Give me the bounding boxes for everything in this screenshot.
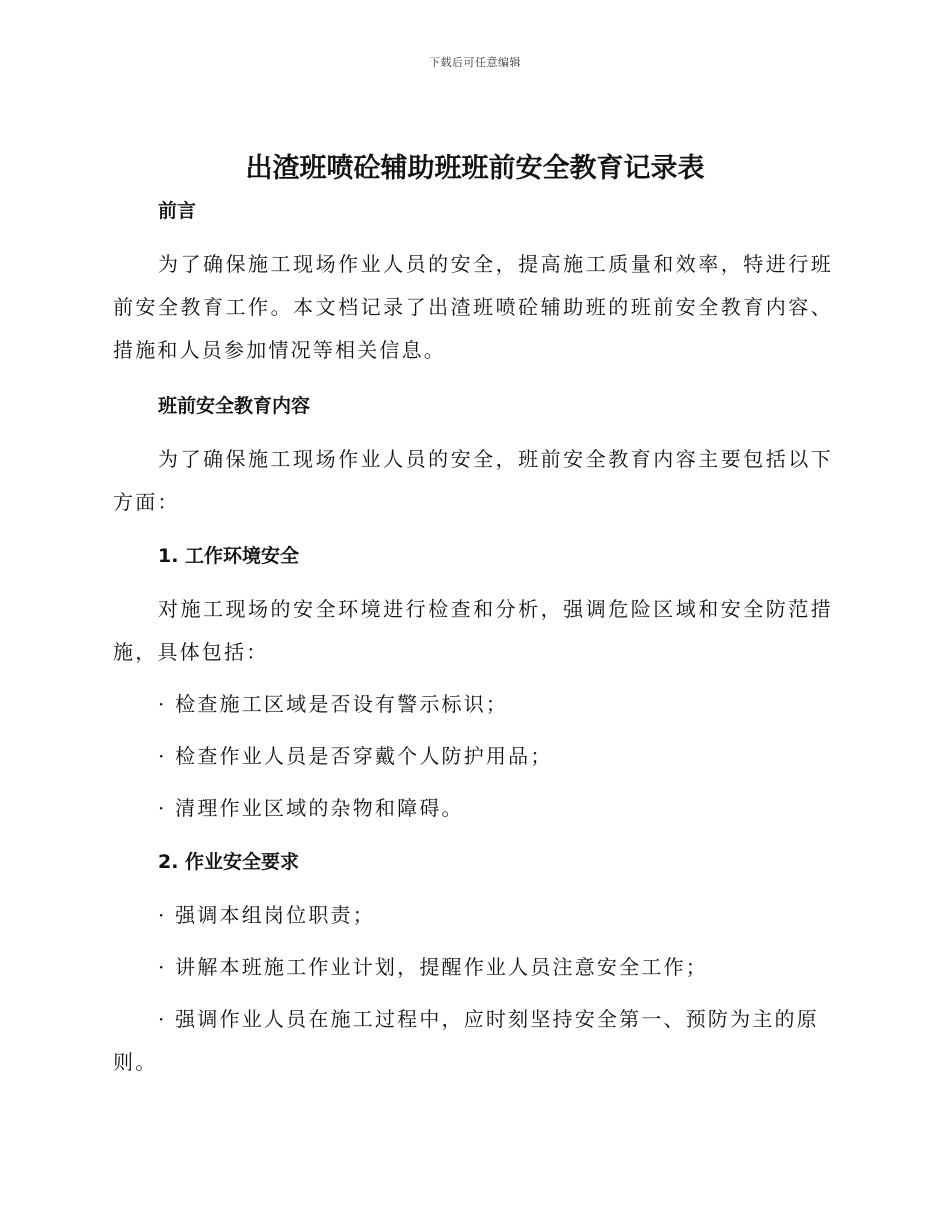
subsection-heading-requirements: 2. 作业安全要求 [158,851,300,873]
preface-heading: 前言 [158,200,197,222]
subsection-environment-intro: 对施工现场的安全环境进行检查和分析，强调危险区域和安全防范措施，具体包括： [113,597,833,664]
bullet-item: · 强调作业人员在施工过程中，应时刻坚持安全第一、预防为主的原则。 [113,1007,819,1074]
document-body [113,193,833,1093]
document-title: 出渣班喷砼辅助班班前安全教育记录表 [245,153,705,184]
bullet-item: · 清理作业区域的杂物和障碍。 [158,796,464,820]
bullet-item: · 强调本组岗位职责； [158,903,375,927]
preface-paragraph: 为了确保施工现场作业人员的安全，提高施工质量和效率，特进行班前安全教育工作。本文档记录了出渣班喷砼辅助班的班前安全教育内容、措施和人员参加情况等相关信息。 [113,252,833,362]
section-heading-content: 班前安全教育内容 [158,395,311,417]
bullet-item: · 讲解本班施工作业计划，提醒作业人员注意安全工作； [158,955,708,979]
bullet-item: · 检查作业人员是否穿戴个人防护用品； [158,744,553,768]
bullet-item: · 检查施工区域是否设有警示标识； [158,692,509,716]
page-header-note: 下载后可任意编辑 [429,56,521,69]
section-intro-paragraph: 为了确保施工现场作业人员的安全，班前安全教育内容主要包括以下方面： [113,447,833,514]
subsection-heading-environment: 1. 工作环境安全 [158,545,300,567]
